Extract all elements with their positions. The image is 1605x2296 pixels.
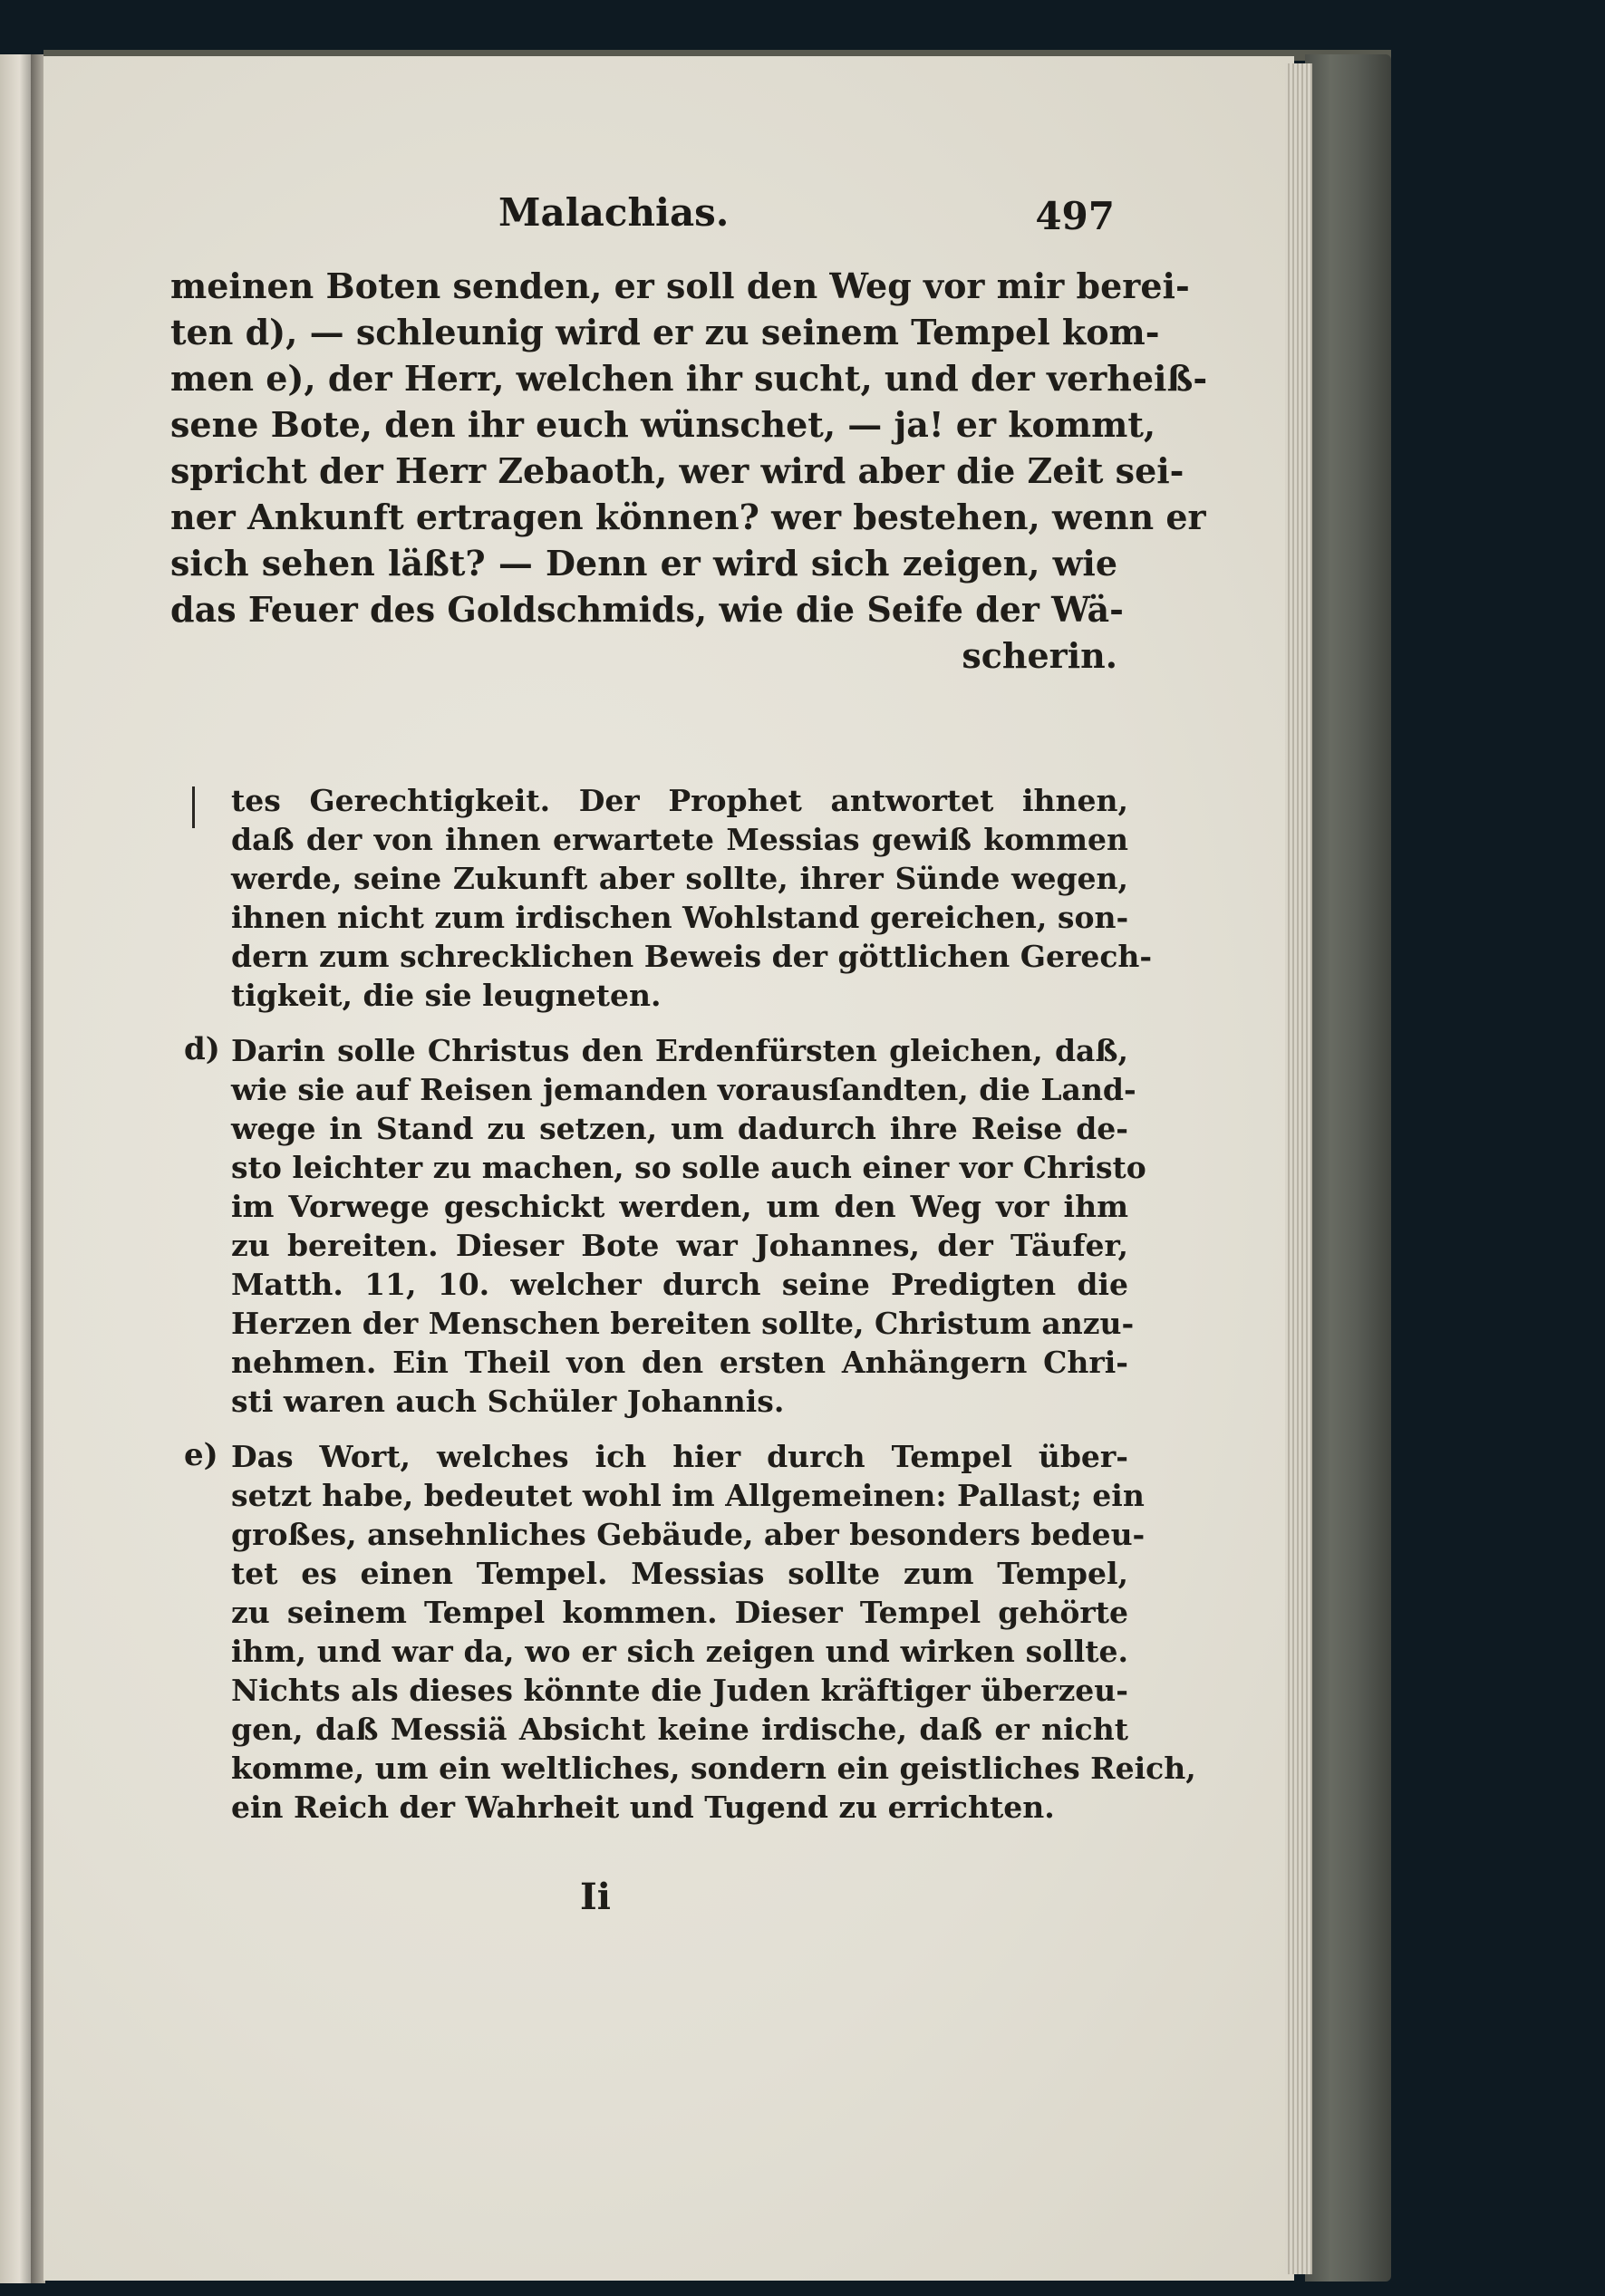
- footnote-line: komme, um ein weltliches, sondern ein geistliches Reich,: [231, 1751, 1196, 1786]
- footnote-line: ihm, und war da, wo er sich zeigen und wirken sollte.: [231, 1634, 1128, 1669]
- book-cover-edge: [1305, 54, 1391, 2282]
- footnote-line: werde, seine Zukunft aber sollte, ihrer Sünde wegen,: [231, 861, 1128, 896]
- footnote-line: zu bereiten. Dieser Bote war Johannes, der Täufer,: [231, 1228, 1128, 1263]
- page-header: [172, 190, 1115, 254]
- footnote-line: nehmen. Ein Theil von den ersten Anhängern Chri-: [231, 1345, 1128, 1380]
- footnote-line: zu seinem Tempel kommen. Dieser Tempel gehörte: [231, 1595, 1128, 1630]
- footnote-line: Matth. 11, 10. welcher durch seine Predigten die: [231, 1267, 1128, 1302]
- main-text-line: das Feuer des Goldschmids, wie die Seife der Wä-: [170, 589, 1124, 630]
- footnote-continuation: [231, 781, 1153, 1015]
- main-text-line: meinen Boten senden, er soll den Weg vor mir berei-: [170, 265, 1190, 306]
- footnote-line: Darin solle Christus den Erdenfürsten gleichen, daß,: [231, 1033, 1128, 1068]
- footnote-line: tet es einen Tempel. Messias sollte zum Tempel,: [231, 1556, 1128, 1591]
- main-text: [170, 263, 1208, 679]
- footnote-line: gen, daß Messiä Absicht keine irdische, daß er nicht: [231, 1712, 1128, 1747]
- footnote-line: wie sie auf Reisen jemanden vorausſandten, die Land-: [231, 1072, 1136, 1107]
- footnote-line: Nichts als dieses könnte die Juden kräftiger überzeu-: [231, 1673, 1128, 1708]
- note-bracket: [192, 786, 195, 828]
- footnote-line: ein Reich der Wahrheit und Tugend zu errichten.: [231, 1790, 1055, 1825]
- footnote-line: dern zum schrecklichen Beweis der göttlichen Gerech-: [231, 939, 1153, 974]
- footnote-line: setzt habe, bedeutet wohl im Allgemeinen: Pallast; ein: [231, 1478, 1145, 1513]
- main-text-line: men e), der Herr, welchen ihr sucht, und der verheiß-: [170, 358, 1208, 399]
- footnotes: [184, 781, 1196, 1827]
- footnote-line: daß der von ihnen erwartete Messias gewiß kommen: [231, 822, 1128, 857]
- footnote-line: wege in Stand zu setzen, um dadurch ihre Reise de-: [231, 1111, 1128, 1146]
- main-text-line: ner Ankunft ertragen können? wer bestehen, wenn er: [170, 497, 1206, 537]
- footnote-line: Herzen der Menschen bereiten sollte, Christum anzu-: [231, 1306, 1135, 1341]
- footnote-line: tigkeit, die sie leugneten.: [231, 978, 662, 1013]
- footnote-line: sto leichter zu machen, so solle auch einer vor Christo: [231, 1150, 1146, 1185]
- left-page-edge: [0, 54, 33, 2283]
- main-text-line: ten d), — schleunig wird er zu seinem Tempel kom-: [170, 312, 1160, 352]
- page-stack-edges: [1285, 63, 1312, 2274]
- running-title: Malachias.: [498, 190, 730, 235]
- main-text-line: sene Bote, den ihr euch wünschet, — ja! er kommt,: [170, 404, 1156, 445]
- signature-mark: Ii: [580, 1876, 611, 1918]
- footnote-d: [184, 1031, 1146, 1421]
- footnote-line: tes Gerechtigkeit. Der Prophet antwortet ihnen,: [231, 783, 1128, 818]
- footnote-marker: d): [184, 1031, 220, 1067]
- footnote-line: Das Wort, welches ich hier durch Tempel über-: [231, 1439, 1128, 1474]
- footnote-line: ihnen nicht zum irdischen Wohlstand gereichen, son-: [231, 900, 1129, 935]
- footnote-e: [184, 1437, 1196, 1827]
- footnote-line: im Vorwege geschickt werden, um den Weg vor ihm: [231, 1189, 1128, 1224]
- footnote-line: sti waren auch Schüler Johannis.: [231, 1384, 785, 1419]
- page-number: 497: [1035, 194, 1115, 238]
- main-text-line: scherin.: [962, 635, 1117, 676]
- main-text-line: spricht der Herr Zebaoth, wer wird aber die Zeit sei-: [170, 450, 1184, 491]
- footnote-marker: e): [184, 1437, 218, 1473]
- main-text-line: sich sehen läßt? — Denn er wird sich zeigen, wie: [170, 543, 1117, 584]
- footnote-line: großes, ansehnliches Gebäude, aber besonders bedeu-: [231, 1517, 1146, 1552]
